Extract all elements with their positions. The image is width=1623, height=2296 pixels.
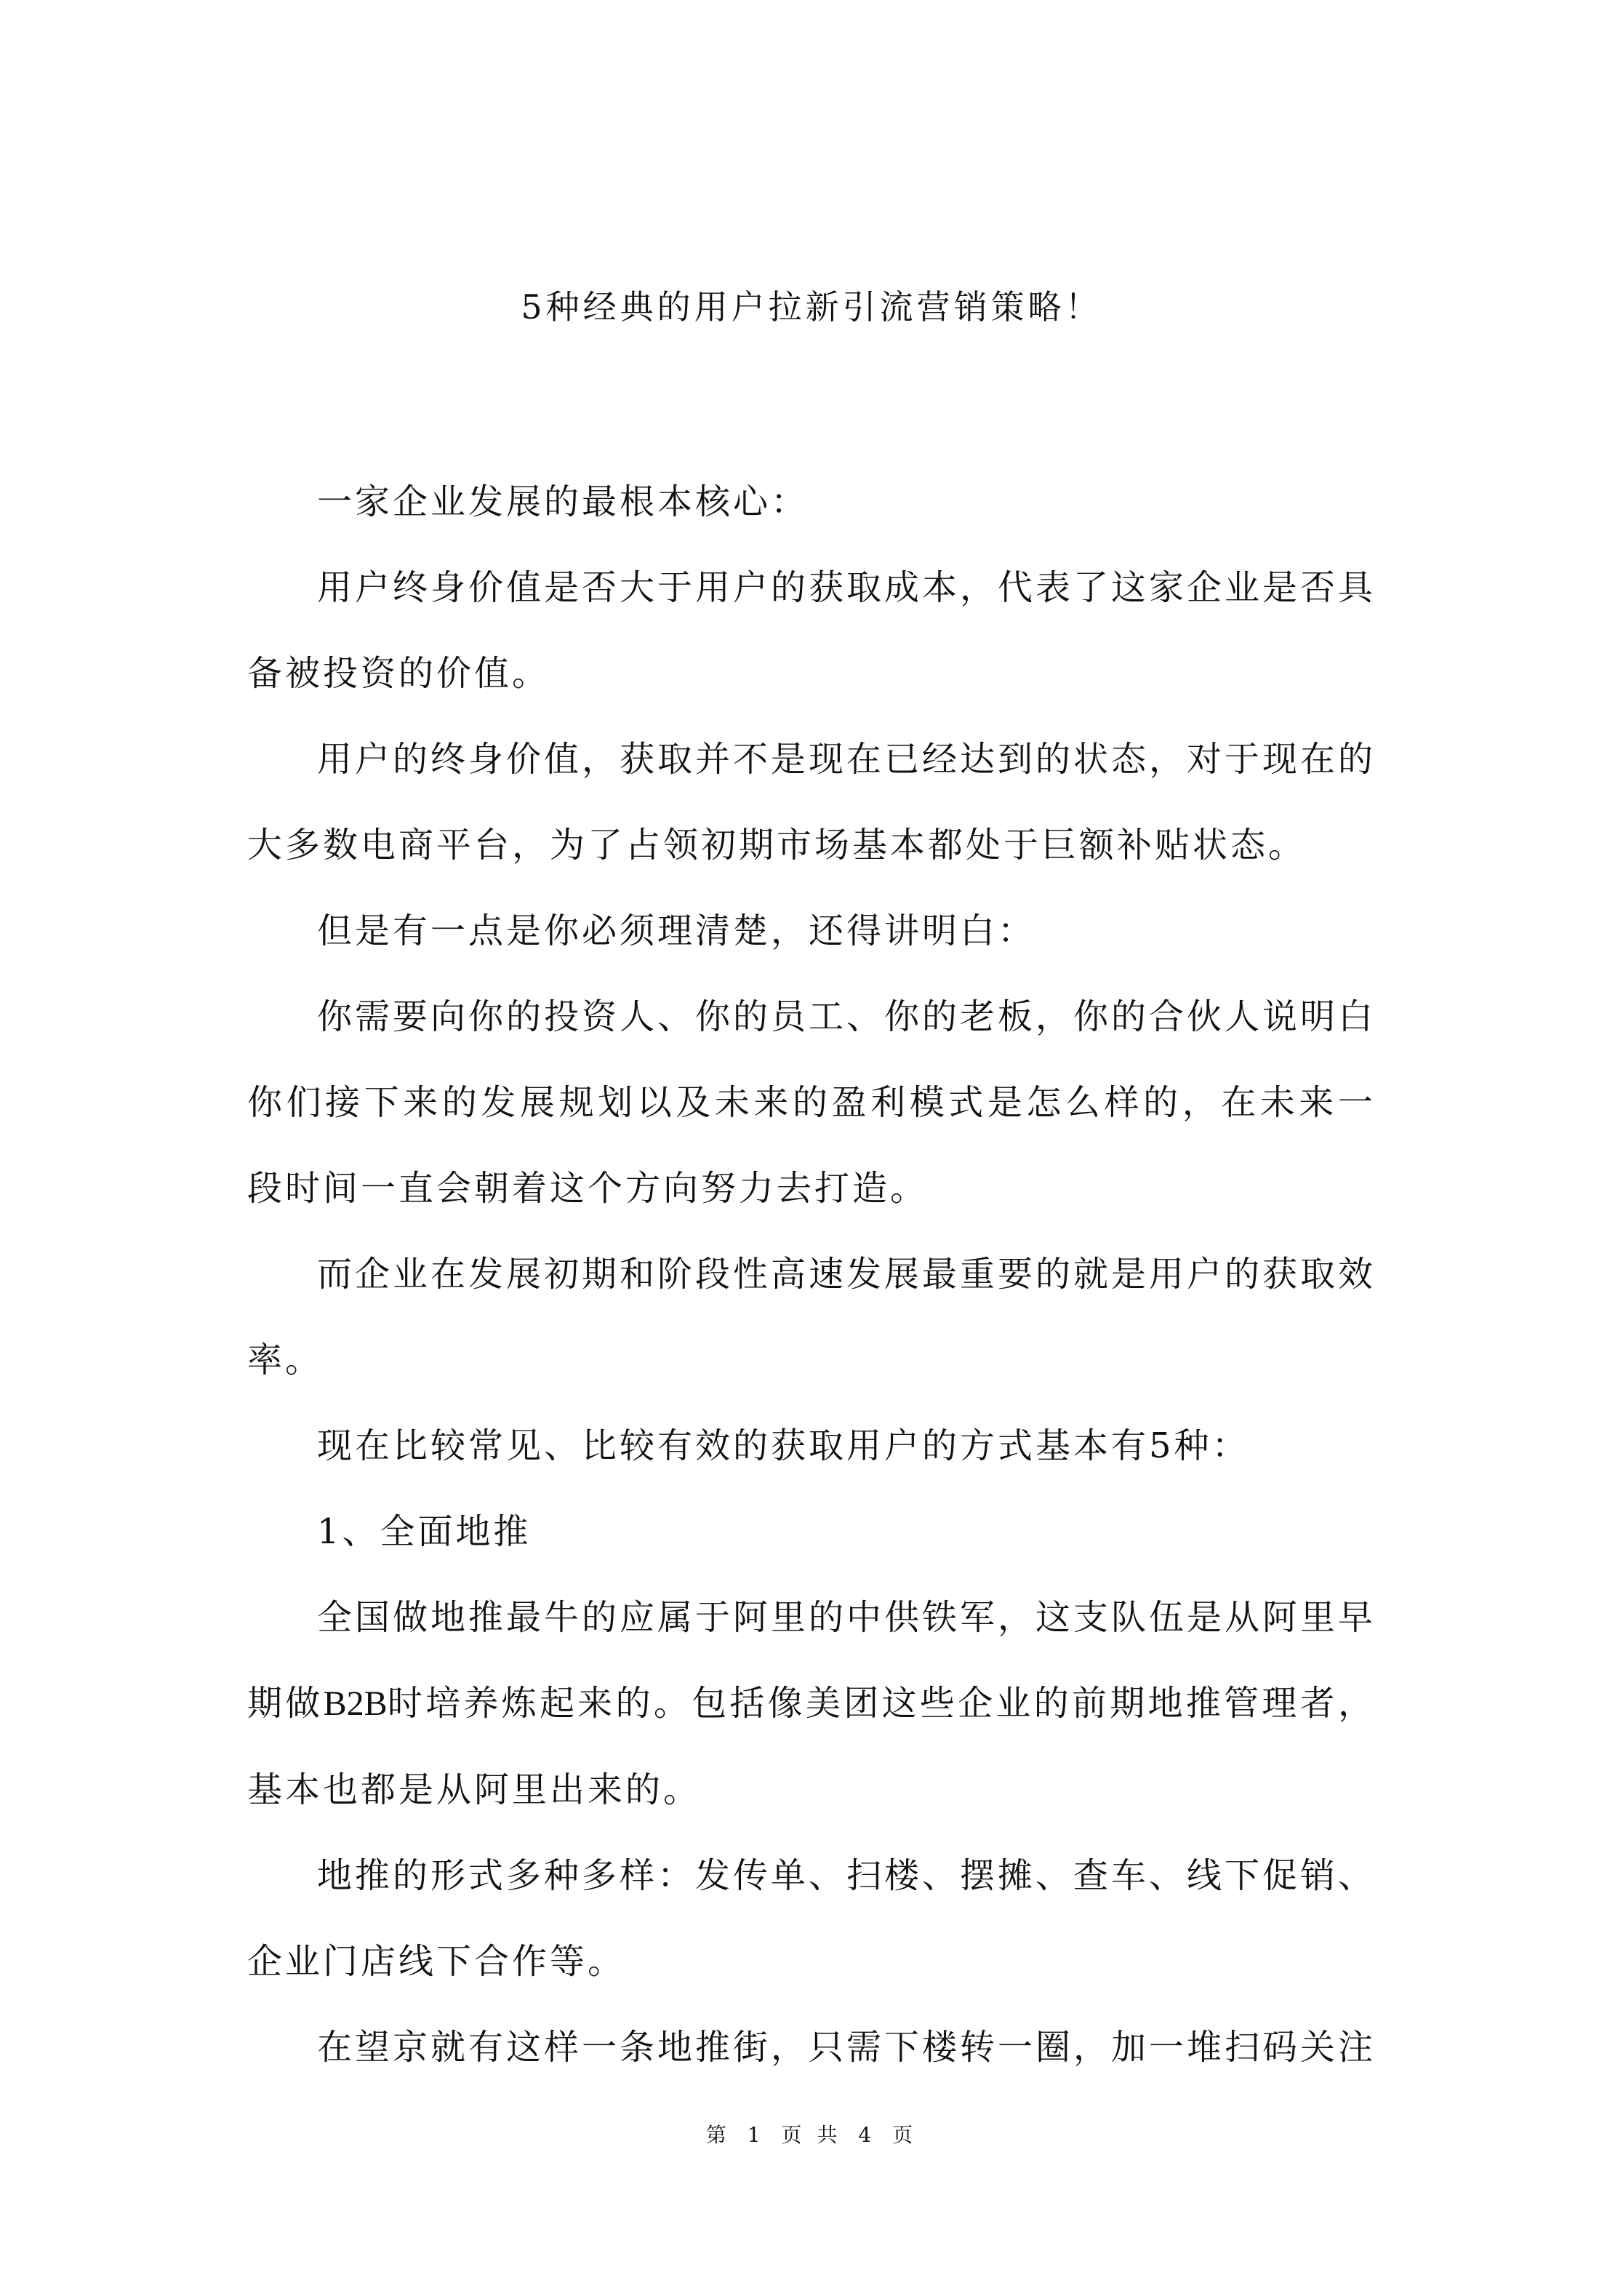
paragraph: 一家企业发展的最根本核心： [317,481,809,522]
document-body [247,459,1376,2090]
paragraph: 地推的形式多种多样：发传单、扫楼、摆摊、查车、线下促销、企业门店线下合作等。 [247,1855,1376,1982]
section-heading: 1、全面地推 [317,1511,532,1552]
paragraph: 你需要向你的投资人、你的员工、你的老板，你的合伙人说明白你们接下来的发展规划以及未来的盈利模式是怎么样的，在未来一段时间一直会朝着这个方向努力去打造。 [247,996,1376,1209]
document-title: 5种经典的用户拉新引流营销策略！ [521,287,1102,327]
paragraph-text: 时培养炼起来的。包括像美团这些企业的前期地推管理者，基本也都是从阿里出来的。 [247,1683,1376,1810]
footer-middle: 页 共 [781,2123,842,2147]
paragraph: 现在比较常见、比较有效的获取用户的方式基本有5种： [317,1425,1250,1466]
page-footer [0,2121,1623,2150]
footer-prefix: 第 [705,2123,731,2147]
footer-suffix: 页 [892,2123,918,2147]
paragraph-latin-term: B2B [323,1684,388,1723]
paragraph: 用户终身价值是否大于用户的获取成本，代表了这家企业是否具备被投资的价值。 [247,567,1376,694]
paragraph: 但是有一点是你必须理清楚，还得讲明白： [317,911,1036,951]
paragraph: 在望京就有这样一条地推街，只需下楼转一圈，加一堆扫码关注 [317,2027,1376,2068]
footer-total-pages: 4 [858,2123,876,2147]
footer-page-number: 1 [747,2123,765,2147]
paragraph-text: 全国做地推最牛的应属于阿里的中供铁军，这支队伍是从阿里早期做 [247,1597,1376,1724]
paragraph [247,1575,1376,1833]
paragraph: 用户的终身价值，获取并不是现在已经达到的状态，对于现在的大多数电商平台，为了占领初期市场基本都处于巨额补贴状态。 [247,739,1376,865]
paragraph: 而企业在发展初期和阶段性高速发展最重要的就是用户的获取效率。 [247,1254,1376,1380]
